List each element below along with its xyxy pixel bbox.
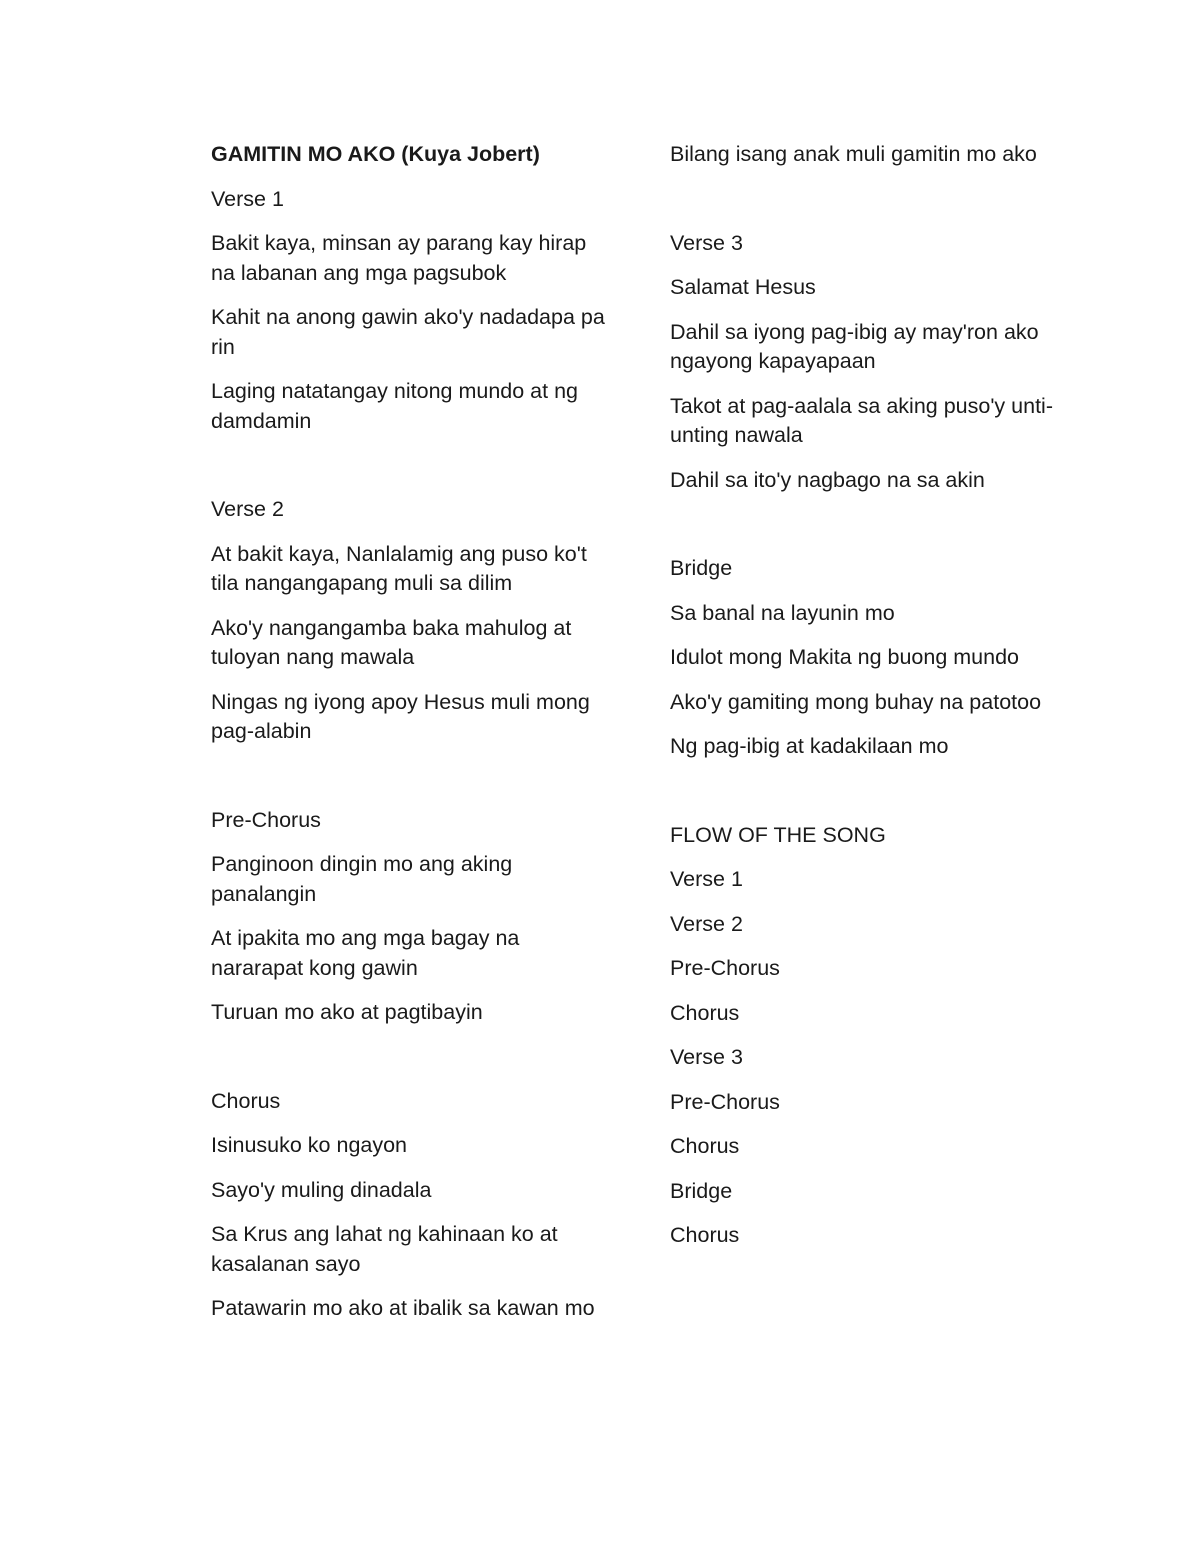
right-column (670, 140, 1065, 1266)
bridge-line: Sa banal na layunin mo (670, 600, 895, 625)
chorus-line: Patawarin mo ako at ibalik sa kawan mo (211, 1296, 595, 1320)
song-title: GAMITIN MO AKO (Kuya Jobert) (211, 142, 540, 166)
chorus-line: Sayo'y muling dinadala (211, 1177, 432, 1202)
section-spacer (670, 185, 1065, 229)
flow-item: Pre-Chorus (670, 1089, 780, 1114)
prechorus-line: Turuan mo ako at pagtibayin (211, 1000, 483, 1024)
bridge-line: Ng pag-ibig at kadakilaan mo (670, 734, 949, 758)
flow-heading: FLOW OF THE SONG (670, 822, 886, 847)
verse2-line: Ningas ng iyong apoy Hesus muli mong pag-alabin (211, 689, 590, 743)
verse2-line: Ako'y nangangamba baka mahulog at tuloyan nang mawala (211, 615, 572, 669)
verse3-line: Dahil sa iyong pag-ibig ay may'ron ako ngayong kapayapaan (670, 319, 1039, 373)
flow-item: Verse 3 (670, 1045, 743, 1069)
chorus-line: Sa Krus ang lahat ng kahinaan ko at kasalanan sayo (211, 1222, 558, 1276)
bridge-line: Ako'y gamiting mong buhay na patotoo (670, 689, 1042, 714)
verse1-line: Bakit kaya, minsan ay parang kay hirap na labanan ang mga pagsubok (211, 231, 587, 285)
bridge-line: Idulot mong Makita ng buong mundo (670, 645, 1020, 669)
verse3-line: Takot at pag-aalala sa aking puso'y unti-unting nawala (670, 393, 1053, 447)
flow-item: Verse 2 (670, 911, 743, 936)
chorus-line: Bilang isang anak muli gamitin mo ako (670, 142, 1037, 166)
bridge-heading: Bridge (670, 556, 733, 580)
verse3-line: Dahil sa ito'y nagbago na sa akin (670, 467, 985, 492)
left-column (211, 140, 611, 1339)
verse2-heading: Verse 2 (211, 497, 284, 521)
flow-item: Chorus (670, 1000, 740, 1025)
flow-item: Bridge (670, 1178, 733, 1203)
verse1-line: Laging natatangay nitong mundo at ng damdamin (211, 379, 578, 433)
prechorus-line: At ipakita mo ang mga bagay na nararapat kong gawin (211, 926, 520, 980)
section-spacer (211, 451, 611, 495)
flow-item: Chorus (670, 1223, 740, 1247)
verse3-line: Salamat Hesus (670, 275, 816, 299)
section-spacer (670, 777, 1065, 821)
section-spacer (211, 762, 611, 806)
flow-item: Chorus (670, 1134, 740, 1158)
prechorus-line: Panginoon dingin mo ang aking panalangin (211, 852, 513, 906)
verse3-heading: Verse 3 (670, 230, 743, 255)
verse1-line: Kahit na anong gawin ako'y nadadapa pa rin (211, 305, 605, 359)
verse2-line: At bakit kaya, Nanlalamig ang puso ko't tila nangangapang muli sa dilim (211, 541, 587, 595)
flow-item: Pre-Chorus (670, 956, 780, 980)
chorus-line: Isinusuko ko ngayon (211, 1133, 408, 1157)
verse1-heading: Verse 1 (211, 186, 284, 211)
section-spacer (211, 1043, 611, 1087)
chorus-heading: Chorus (211, 1088, 281, 1113)
section-spacer (670, 510, 1065, 554)
prechorus-heading: Pre-Chorus (211, 807, 321, 832)
flow-item: Verse 1 (670, 867, 743, 891)
